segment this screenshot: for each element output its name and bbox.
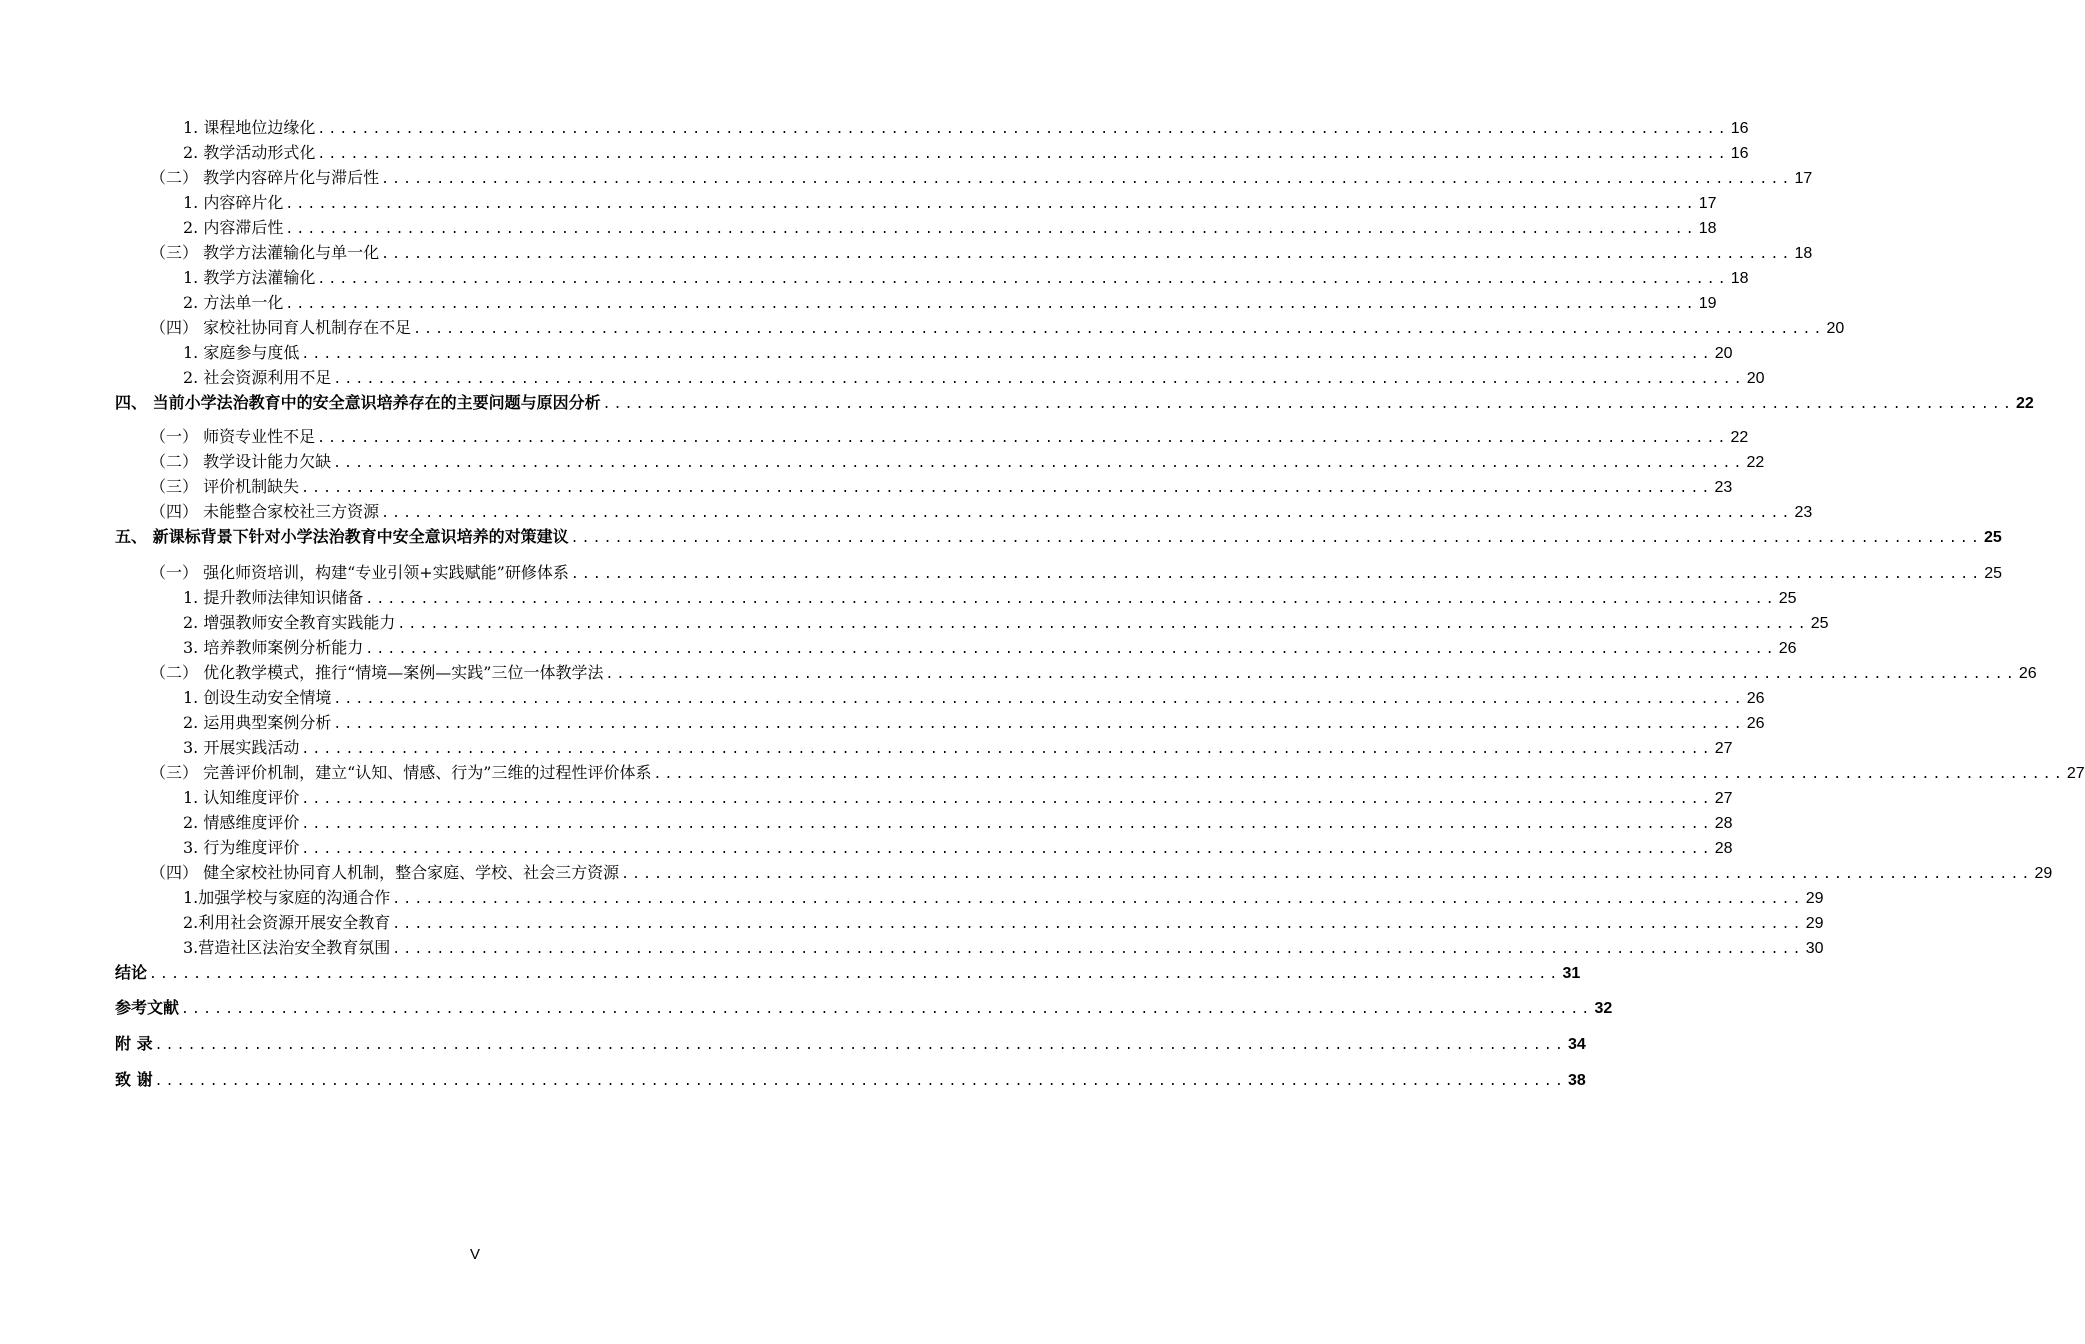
dot-leader: ................................................................................................................................	[570, 531, 1982, 546]
dot-leader: ................................................................................................................................	[392, 942, 1804, 957]
dot-leader: ................................................................................................................................	[413, 322, 1825, 337]
dot-leader: ................................................................................................................................	[392, 892, 1804, 907]
toc-page-number: 20	[1826, 320, 1845, 337]
toc-page-number: 18	[1698, 220, 1717, 237]
toc-entry-title: 1. 内容碎片化	[183, 193, 284, 212]
toc-entry-title: 3. 培养教师案例分析能力	[183, 638, 364, 657]
toc-entry	[150, 763, 2085, 785]
dot-leader: ................................................................................................................................	[621, 867, 2033, 882]
dot-leader: ................................................................................................................................	[154, 1074, 1566, 1089]
toc-page-number: 38	[1568, 1072, 1586, 1089]
toc-entry-title: （二） 教学内容碎片化与滞后性	[150, 168, 380, 187]
toc-entry-title: 2. 增强教师安全教育实践能力	[183, 613, 396, 632]
dot-leader: ................................................................................................................................	[301, 842, 1713, 857]
toc-entry-title: （一） 强化师资培训，构建“专业引领+实践赋能”研修体系	[150, 563, 569, 582]
toc-page-number: 26	[1746, 715, 1765, 732]
toc-entry	[183, 218, 1717, 240]
toc-page-number: 28	[1714, 840, 1733, 857]
dot-leader: ................................................................................................................................	[317, 431, 1729, 446]
toc-entry	[183, 688, 1765, 710]
toc-page-number: 29	[2034, 865, 2053, 882]
toc-chapter-entry	[115, 527, 2002, 549]
toc-entry-title: 2. 情感维度评价	[183, 813, 300, 832]
toc-entry-title: 1. 家庭参与度低	[183, 343, 300, 362]
toc-page-number: 27	[2066, 765, 2085, 782]
toc-entry-title: 2.利用社会资源开展安全教育	[183, 913, 391, 932]
toc-entry	[150, 427, 1749, 449]
toc-entry-title: 1. 创设生动安全情境	[183, 688, 332, 707]
dot-leader: ................................................................................................................................	[317, 122, 1729, 137]
toc-entry	[183, 713, 1765, 735]
toc-chapter-entry	[115, 963, 1581, 985]
toc-entry-title: （四） 家校社协同育人机制存在不足	[150, 318, 412, 337]
toc-chapter-entry	[115, 1070, 1586, 1092]
toc-entry-title: 1. 教学方法灌输化	[183, 268, 316, 287]
dot-leader: ................................................................................................................................	[285, 297, 1697, 312]
toc-page-number: 18	[1794, 245, 1813, 262]
dot-leader: ................................................................................................................................	[333, 717, 1745, 732]
toc-entry	[150, 863, 2053, 885]
toc-entry	[183, 293, 1717, 315]
toc-entry	[183, 913, 1824, 935]
toc-entry-title: 结论	[115, 963, 148, 982]
toc-entry	[183, 813, 1733, 835]
toc-page-number: 26	[1746, 690, 1765, 707]
toc-page-number: 25	[1984, 529, 2002, 546]
toc-entry	[183, 638, 1797, 660]
toc-page-number: 27	[1714, 740, 1733, 757]
toc-entry-title: （四） 健全家校社协同育人机制，整合家庭、学校、社会三方资源	[150, 863, 620, 882]
toc-page-number: 22	[1730, 429, 1749, 446]
toc-entry-title: 五、 新课标背景下针对小学法治教育中安全意识培养的对策建议	[115, 527, 569, 546]
toc-page-number: 22	[1746, 454, 1765, 471]
toc-entry-title: 致 谢	[115, 1070, 153, 1089]
toc-entry	[183, 193, 1717, 215]
toc-entry	[150, 452, 1765, 474]
dot-leader: ................................................................................................................................	[333, 372, 1745, 387]
toc-page-number: 29	[1805, 890, 1824, 907]
toc-entry	[150, 663, 2037, 685]
toc-entry	[150, 318, 1845, 340]
toc-page-number: 28	[1714, 815, 1733, 832]
dot-leader: ................................................................................................................................	[301, 742, 1713, 757]
dot-leader: ................................................................................................................................	[570, 567, 1983, 582]
toc-page-number: 29	[1805, 915, 1824, 932]
toc-entry-title: 3.营造社区法治安全教育氛围	[183, 938, 391, 957]
toc-page-number: 17	[1698, 195, 1717, 212]
toc-entry-title: 1. 课程地位边缘化	[183, 118, 316, 137]
toc-entry	[183, 613, 1829, 635]
toc-entry-title: 2. 内容滞后性	[183, 218, 284, 237]
toc-entry	[183, 838, 1733, 860]
toc-entry-title: 附 录	[115, 1034, 153, 1053]
dot-leader: ................................................................................................................................	[301, 817, 1713, 832]
toc-entry-title: （二） 优化教学模式，推行“情境—案例—实践”三位一体教学法	[150, 663, 604, 682]
toc-page-number: 20	[1746, 370, 1765, 387]
toc-entry	[183, 738, 1733, 760]
toc-entry	[183, 143, 1749, 165]
toc-page-number: 25	[1984, 565, 2003, 582]
toc-entry	[183, 938, 1824, 960]
toc-entry-title: 2. 方法单一化	[183, 293, 284, 312]
dot-leader: ................................................................................................................................	[602, 397, 2014, 412]
toc-page-number: 16	[1730, 145, 1749, 162]
toc-entry-title: 3. 行为维度评价	[183, 838, 300, 857]
toc-page-number: 25	[1810, 615, 1829, 632]
toc-page-number: 25	[1778, 590, 1797, 607]
toc-entry-title: 3. 开展实践活动	[183, 738, 300, 757]
toc-page-number: 18	[1730, 270, 1749, 287]
toc-entry-title: 2. 运用典型案例分析	[183, 713, 332, 732]
dot-leader: ................................................................................................................................	[149, 967, 1561, 982]
toc-page-number: 17	[1794, 170, 1813, 187]
toc-page-number: 32	[1594, 1000, 1613, 1017]
dot-leader: ................................................................................................................................	[333, 692, 1745, 707]
toc-page-number: 22	[2016, 395, 2034, 412]
toc-entry-title: （三） 完善评价机制，建立“认知、情感、行为”三维的过程性评价体系	[150, 763, 652, 782]
toc-page-number: 19	[1698, 295, 1717, 312]
toc-chapter-entry	[115, 998, 1613, 1020]
toc-entry-title: 四、 当前小学法治教育中的安全意识培养存在的主要问题与原因分析	[115, 393, 601, 412]
dot-leader: ................................................................................................................................	[285, 222, 1697, 237]
toc-page-number: 27	[1714, 790, 1733, 807]
toc-entry	[183, 368, 1765, 390]
toc-entry	[150, 477, 1733, 499]
toc-entry-title: 参考文献	[115, 998, 180, 1017]
dot-leader: ................................................................................................................................	[392, 917, 1804, 932]
toc-page-number: 23	[1794, 504, 1813, 521]
toc-entry-title: 2. 教学活动形式化	[183, 143, 316, 162]
dot-leader: ................................................................................................................................	[181, 1002, 1593, 1017]
toc-entry	[183, 268, 1749, 290]
toc-page-number: 26	[2018, 665, 2037, 682]
toc-entry-title: 2. 社会资源利用不足	[183, 368, 332, 387]
toc-entry-title: （四） 未能整合家校社三方资源	[150, 502, 380, 521]
toc-page-number: 16	[1730, 120, 1749, 137]
toc-entry-title: 1. 提升教师法律知识储备	[183, 588, 364, 607]
toc-entry-title: 1.加强学校与家庭的沟通合作	[183, 888, 391, 907]
dot-leader: ................................................................................................................................	[317, 272, 1729, 287]
toc-page-number: 31	[1562, 965, 1581, 982]
toc-entry	[150, 502, 1813, 524]
toc-page-number: 34	[1568, 1036, 1586, 1053]
dot-leader: ................................................................................................................................	[397, 617, 1809, 632]
dot-leader: ................................................................................................................................	[365, 642, 1777, 657]
toc-page-number: 23	[1714, 479, 1733, 496]
toc-entry	[183, 788, 1733, 810]
dot-leader: ................................................................................................................................	[605, 667, 2017, 682]
toc-entry-title: （三） 教学方法灌输化与单一化	[150, 243, 380, 262]
toc-page-number: 20	[1714, 345, 1733, 362]
dot-leader: ................................................................................................................................	[381, 506, 1793, 521]
toc-entry-title: （三） 评价机制缺失	[150, 477, 300, 496]
toc-entry	[150, 563, 2003, 585]
toc-entry	[150, 168, 1813, 190]
dot-leader: ................................................................................................................................	[381, 172, 1793, 187]
dot-leader: ................................................................................................................................	[653, 767, 2065, 782]
dot-leader: ................................................................................................................................	[154, 1038, 1566, 1053]
dot-leader: ................................................................................................................................	[301, 347, 1713, 362]
toc-page-number: 26	[1778, 640, 1797, 657]
toc-page-number: 30	[1805, 940, 1824, 957]
toc-entry	[183, 888, 1824, 910]
dot-leader: ................................................................................................................................	[301, 792, 1713, 807]
toc-chapter-entry	[115, 393, 2034, 415]
dot-leader: ................................................................................................................................	[333, 456, 1745, 471]
dot-leader: ................................................................................................................................	[301, 481, 1713, 496]
toc-entry	[183, 588, 1797, 610]
toc-chapter-entry	[115, 1034, 1586, 1056]
dot-leader: ................................................................................................................................	[317, 147, 1729, 162]
page-number-footer: V	[469, 1246, 480, 1263]
toc-entry	[150, 243, 1813, 265]
toc-entry	[183, 118, 1749, 140]
toc-entry-title: （一） 师资专业性不足	[150, 427, 316, 446]
toc-entry-title: 1. 认知维度评价	[183, 788, 300, 807]
toc-entry	[183, 343, 1733, 365]
toc-entry-title: （二） 教学设计能力欠缺	[150, 452, 332, 471]
dot-leader: ................................................................................................................................	[365, 592, 1777, 607]
dot-leader: ................................................................................................................................	[381, 247, 1793, 262]
dot-leader: ................................................................................................................................	[285, 197, 1697, 212]
